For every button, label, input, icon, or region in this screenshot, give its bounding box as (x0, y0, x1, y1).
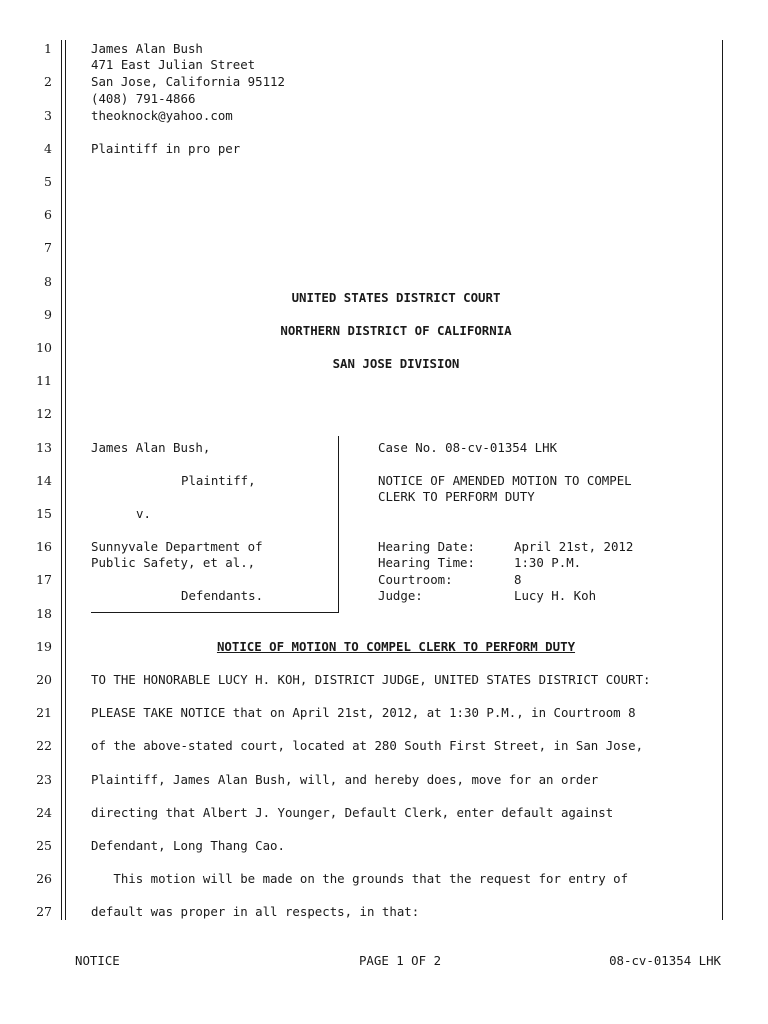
line-number: 15 (36, 506, 52, 521)
line-number: 24 (36, 805, 52, 820)
body-line: directing that Albert J. Younger, Default Clerk, enter default against (91, 805, 614, 820)
hearing-date-label: Hearing Date: (378, 539, 475, 554)
line-number: 9 (44, 307, 52, 322)
line-number: 27 (36, 904, 52, 919)
courtroom-label: Courtroom: (378, 572, 453, 587)
caption-divider-vertical (338, 436, 339, 613)
line-number: 11 (36, 373, 52, 388)
body-line: TO THE HONORABLE LUCY H. KOH, DISTRICT JUDGE, UNITED STATES DISTRICT COURT: (91, 672, 651, 687)
notice-heading: NOTICE OF MOTION TO COMPEL CLERK TO PERFORM DUTY (216, 639, 576, 654)
body-line: of the above-stated court, located at 280 South First Street, in San Jose, (91, 738, 644, 753)
right-margin-rule (722, 40, 723, 920)
line-number: 26 (36, 871, 52, 886)
plaintiff-role: Plaintiff in pro per (91, 141, 241, 156)
line-number: 18 (36, 606, 52, 621)
left-margin-rule-outer (61, 40, 62, 920)
line-number: 4 (44, 141, 52, 156)
line-number: 2 (44, 74, 52, 89)
caption-versus: v. (136, 506, 151, 521)
body-line: PLEASE TAKE NOTICE that on April 21st, 2012, at 1:30 P.M., in Courtroom 8 (91, 705, 636, 720)
caption-plaintiff-name: James Alan Bush, (91, 440, 211, 455)
line-number: 3 (44, 108, 52, 123)
court-name: UNITED STATES DISTRICT COURT (291, 290, 501, 305)
plaintiff-email: theoknock@yahoo.com (91, 108, 233, 123)
line-number: 16 (36, 539, 52, 554)
caption-defendant-role: Defendants. (181, 588, 264, 603)
caption-defendant-line1: Sunnyvale Department of (91, 539, 263, 554)
line-number: 22 (36, 738, 52, 753)
court-district: NORTHERN DISTRICT OF CALIFORNIA (280, 323, 512, 338)
hearing-time-label: Hearing Time: (378, 555, 475, 570)
line-number: 20 (36, 672, 52, 687)
line-number: 1 (44, 41, 52, 56)
line-number: 25 (36, 838, 52, 853)
line-number: 17 (36, 572, 52, 587)
footer-case-number: 08-cv-01354 LHK (609, 953, 721, 968)
line-number: 8 (44, 274, 52, 289)
line-number: 21 (36, 705, 52, 720)
line-number: 6 (44, 207, 52, 222)
caption-plaintiff-role: Plaintiff, (181, 473, 256, 488)
footer-left: NOTICE (75, 953, 120, 968)
line-number: 14 (36, 473, 52, 488)
judge-label: Judge: (378, 588, 423, 603)
left-margin-rule-inner (65, 40, 66, 920)
plaintiff-street: 471 East Julian Street (91, 57, 256, 72)
hearing-date-value: April 21st, 2012 (514, 539, 634, 554)
line-number: 13 (36, 440, 52, 455)
case-number: Case No. 08-cv-01354 LHK (378, 440, 558, 455)
line-number: 5 (44, 174, 52, 189)
line-number: 10 (36, 340, 52, 355)
caption-defendant-line2: Public Safety, et al., (91, 555, 256, 570)
body-line: Defendant, Long Thang Cao. (91, 838, 285, 853)
caption-divider-horizontal (91, 612, 339, 613)
judge-value: Lucy H. Koh (514, 588, 597, 603)
line-number: 7 (44, 240, 52, 255)
courtroom-value: 8 (514, 572, 522, 587)
court-division: SAN JOSE DIVISION (332, 356, 460, 371)
plaintiff-phone: (408) 791-4866 (91, 91, 196, 106)
line-number: 12 (36, 406, 52, 421)
body-line: This motion will be made on the grounds that the request for entry of (91, 871, 629, 886)
footer-page-number: PAGE 1 OF 2 (358, 953, 442, 968)
line-number: 23 (36, 772, 52, 787)
plaintiff-city: San Jose, California 95112 (91, 74, 285, 89)
hearing-time-value: 1:30 P.M. (514, 555, 582, 570)
plaintiff-name: James Alan Bush (91, 41, 203, 56)
line-number: 19 (36, 639, 52, 654)
body-line: Plaintiff, James Alan Bush, will, and hereby does, move for an order (91, 772, 599, 787)
document-title-line1: NOTICE OF AMENDED MOTION TO COMPEL (378, 473, 632, 488)
document-title-line2: CLERK TO PERFORM DUTY (378, 489, 535, 504)
body-line: default was proper in all respects, in that: (91, 904, 420, 919)
